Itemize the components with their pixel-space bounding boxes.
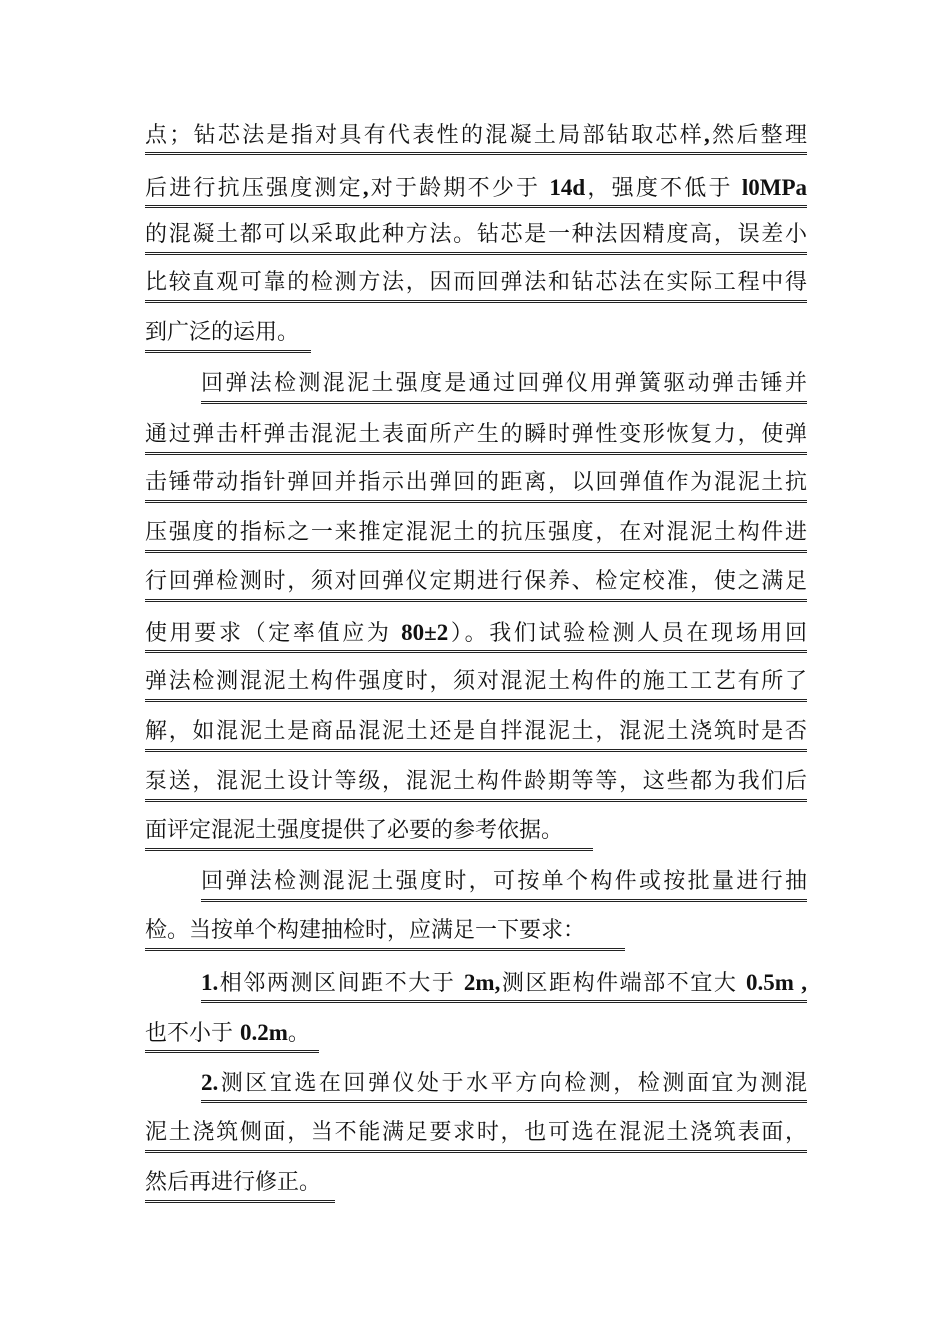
line-6-text: 回弹法检测混泥土强度是通过回弹仪用弹簧驱动弹击锤并 [201, 371, 807, 396]
text-line-22 [145, 1166, 335, 1203]
text-line-20 [201, 1066, 807, 1103]
text-line-11 [145, 616, 807, 653]
line-18-end-distance-value: 0.5m , [746, 970, 807, 995]
line-1-comma: , [704, 122, 710, 147]
text-line-19 [145, 1016, 319, 1053]
line-5-text: 到广泛的运用。 [145, 320, 300, 345]
text-line-3 [145, 218, 807, 255]
line-2-age-value: 14d [549, 175, 586, 200]
text-line-2 [145, 171, 807, 208]
item-2-number: 2. [201, 1070, 219, 1095]
line-18-text-b: 测区距构件端部不宜大 [500, 971, 747, 996]
line-19-min-distance-value: 0.2m [240, 1020, 288, 1045]
line-13-text: 解，如混泥土是商品混泥土还是自拌混泥土，混泥土浇筑时是否 [145, 719, 807, 744]
line-15-text: 面评定混泥土强度提供了必要的参考依据。 [145, 818, 564, 843]
line-2-text-a: 后进行抗压强度测定 [145, 176, 363, 201]
line-22-text: 然后再进行修正。 [145, 1170, 322, 1195]
line-19-text-a: 也不小于 [145, 1021, 240, 1046]
line-1-text-a: 点；钻芯法是指对具有代表性的混凝土局部钻取芯样 [145, 123, 705, 148]
text-line-16 [201, 865, 807, 902]
text-line-17 [145, 914, 625, 951]
text-line-7 [145, 418, 807, 455]
text-line-5 [145, 316, 311, 353]
line-21-text: 泥土浇筑侧面，当不能满足要求时，也可选在混泥土浇筑表面， [145, 1120, 807, 1145]
item-1-number: 1. [201, 970, 219, 995]
line-9-text: 压强度的指标之一来推定混泥土的抗压强度，在对混泥土构件进 [145, 520, 807, 545]
text-line-14 [145, 765, 807, 802]
line-2-text-c: ，强度不低于 [585, 176, 742, 201]
text-line-8 [145, 466, 807, 503]
line-10-text: 行回弹检测时，须对回弹仪定期进行保养、检定校准，使之满足 [145, 569, 807, 594]
text-line-15 [145, 814, 593, 851]
line-8-text: 击锤带动指针弹回并指示出弹回的距离，以回弹值作为混泥土抗 [145, 470, 807, 495]
text-line-4 [145, 266, 807, 303]
line-12-text: 弹法检测混泥土构件强度时，须对混泥土构件的施工工艺有所了 [145, 669, 807, 694]
line-19-text-b: 。 [287, 1021, 310, 1046]
line-11-rate-value: 80±2 [401, 620, 449, 645]
line-11-text-a: 使用要求（定率值应为 [145, 621, 402, 646]
text-line-10 [145, 565, 807, 602]
text-line-6 [201, 367, 807, 404]
text-line-1 [145, 118, 807, 155]
line-18-spacing-value: 2m, [463, 970, 501, 995]
line-11-text-b: ）。我们试验检测人员在现场用回 [448, 621, 807, 646]
text-line-12 [145, 665, 807, 702]
line-7-text: 通过弹击杆弹击混泥土表面所产生的瞬时弹性变形恢复力，使弹 [145, 422, 807, 447]
text-line-21 [145, 1116, 807, 1153]
line-17-text: 检。当按单个构建抽检时，应满足一下要求： [145, 918, 586, 943]
line-2-text-b: 对于龄期不少于 [368, 176, 550, 201]
text-line-13 [145, 715, 807, 752]
line-18-text-a: 相邻两测区间距不大于 [218, 971, 464, 996]
line-20-text: 测区宜选在回弹仪处于水平方向检测，检测面宜为测混 [218, 1071, 807, 1096]
line-2-comma: , [362, 175, 369, 200]
text-line-18 [201, 966, 807, 1003]
line-16-text: 回弹法检测混泥土强度时，可按单个构件或按批量进行抽 [201, 869, 807, 894]
line-1-text-b: 然后整理 [709, 123, 807, 148]
line-4-text: 比较直观可靠的检测方法，因而回弹法和钻芯法在实际工程中得 [145, 270, 807, 295]
line-2-strength-value: l0MPa [741, 175, 807, 200]
line-3-text: 的混凝土都可以采取此种方法。钻芯是一种法因精度高，误差小 [145, 222, 807, 247]
line-14-text: 泵送，混泥土设计等级，混泥土构件龄期等等，这些都为我们后 [145, 769, 807, 794]
text-line-9 [145, 516, 807, 553]
